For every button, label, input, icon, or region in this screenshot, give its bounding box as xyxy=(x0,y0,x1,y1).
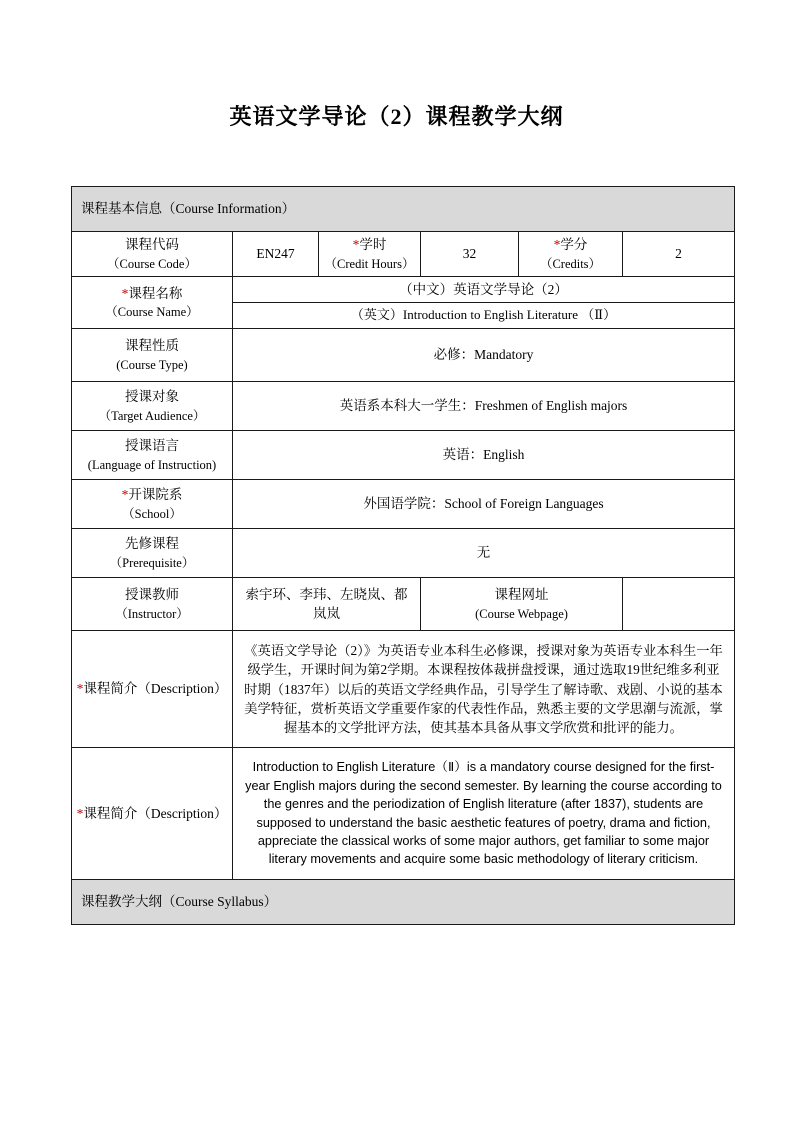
table-row-description-cn xyxy=(72,631,735,748)
table-row-course-type xyxy=(72,329,735,382)
value-instructor: 索宇环、李玮、左晓岚、都岚岚 xyxy=(233,578,421,631)
table-row-instructor xyxy=(72,578,735,631)
label-school-en: （School） xyxy=(122,506,182,521)
label-language-of-instruction-en: (Language of Instruction) xyxy=(87,457,217,472)
label-course-code-cn: 课程代码 xyxy=(125,237,179,252)
table-row-description-en xyxy=(72,748,735,879)
label-credit-hours-en: （Credit Hours） xyxy=(324,256,415,271)
course-information-table xyxy=(71,186,735,925)
label-credits-en: （Credits） xyxy=(539,256,602,271)
label-school-cn xyxy=(76,485,228,505)
label-target-audience-en: （Target Audience） xyxy=(98,408,206,423)
label-description-cn xyxy=(72,631,233,748)
value-description-cn: 《英语文学导论（2）》为英语专业本科生必修课，授课对象为英语专业本科生一年级学生，开课时间为第2学期。本课程按体裁拼盘授课，通过选取19世纪维多利亚时期（1837年）以后的英语文学经典作品，引导学生了解诗歌、戏剧、小说的基本美学特征，赏析英语文学重要作家的代表性作品，熟悉主要的文学思潮与流派，掌握基本的文学批评方法，使其基本具备从事文学欣赏和批评的能力。 xyxy=(233,631,735,748)
label-prerequisite-en: （Prerequisite） xyxy=(109,555,195,570)
required-marker-school: * xyxy=(121,487,129,503)
label-target-audience-cn: 授课对象 xyxy=(125,389,179,405)
value-language-of-instruction: 英语：English xyxy=(233,431,735,480)
label-course-code xyxy=(72,232,233,277)
label-language-of-instruction xyxy=(72,431,233,480)
value-school: 外国语学院：School of Foreign Languages xyxy=(233,480,735,529)
label-course-name-text: 课程名称 xyxy=(128,285,183,301)
label-credit-hours-cn xyxy=(323,235,416,255)
label-credit-hours-text: 学时 xyxy=(359,237,387,252)
value-credit-hours: 32 xyxy=(421,232,519,277)
value-course-name-en: （英文）Introduction to English Literature （Ⅱ） xyxy=(233,303,735,329)
value-credits: 2 xyxy=(623,232,735,277)
label-course-name-en: （Course Name） xyxy=(105,305,199,320)
value-description-en: Introduction to English Literature（Ⅱ）is a mandatory course designed for the first-year English majors during the second semester. By learning the course according to the genres and the periodization of English literature (after 1837), students are supposed to understand the basic aesthetic features of poetry, drama and fiction, appreciate the classical works of some major authors, get familiar to some major literary movements and acquire some basic methodology of literary criticism. xyxy=(233,748,735,879)
label-credits xyxy=(519,232,623,277)
label-course-code-en: （Course Code） xyxy=(107,256,197,271)
label-instructor-en: （Instructor） xyxy=(115,606,189,621)
label-instructor-cn: 授课教师 xyxy=(125,587,179,603)
required-marker-course-name: * xyxy=(121,285,129,301)
value-target-audience: 英语系本科大一学生：Freshmen of English majors xyxy=(233,382,735,431)
value-course-name-cn: （中文）英语文学导论（2） xyxy=(233,276,735,303)
table-row-language xyxy=(72,431,735,480)
label-course-type-en: (Course Type) xyxy=(116,357,188,372)
label-credit-hours xyxy=(319,232,421,277)
label-school xyxy=(72,480,233,529)
table-row-school xyxy=(72,480,735,529)
table-row-section-footer xyxy=(72,879,735,924)
required-marker-description-en: * xyxy=(76,805,84,821)
required-marker-credits: * xyxy=(553,237,561,252)
label-course-name xyxy=(72,276,233,328)
label-instructor xyxy=(72,578,233,631)
label-course-name-cn xyxy=(76,284,228,304)
table-row-prerequisite xyxy=(72,529,735,578)
label-course-type xyxy=(72,329,233,382)
label-course-type-cn: 课程性质 xyxy=(125,338,179,354)
value-course-code: EN247 xyxy=(233,232,319,277)
label-target-audience xyxy=(72,382,233,431)
table-row-code-hours-credits xyxy=(72,232,735,277)
label-prerequisite xyxy=(72,529,233,578)
label-course-webpage-en: (Course Webpage) xyxy=(475,606,568,621)
label-credits-cn xyxy=(523,235,618,255)
label-credits-text: 学分 xyxy=(560,237,588,252)
label-prerequisite-cn: 先修课程 xyxy=(125,536,179,552)
required-marker-description-cn: * xyxy=(76,681,84,697)
table-row-target-audience xyxy=(72,382,735,431)
label-course-webpage-cn: 课程网址 xyxy=(494,587,549,603)
table-row-section-header xyxy=(72,187,735,232)
label-course-webpage xyxy=(421,578,623,631)
section-header-course-syllabus: 课程教学大纲（Course Syllabus） xyxy=(72,879,735,924)
label-description-en-text: 课程简介（Description） xyxy=(83,805,228,821)
value-course-type: 必修：Mandatory xyxy=(233,329,735,382)
value-prerequisite: 无 xyxy=(233,529,735,578)
section-header-course-information: 课程基本信息（Course Information） xyxy=(72,187,735,232)
label-language-of-instruction-cn: 授课语言 xyxy=(125,438,179,454)
label-description-en xyxy=(72,748,233,879)
label-school-text: 开课院系 xyxy=(128,487,183,503)
table-row-course-name-cn xyxy=(72,276,735,303)
page-title: 英语文学导论（2）课程教学大纲 xyxy=(229,104,564,129)
value-course-webpage xyxy=(623,578,735,631)
required-marker-credit-hours: * xyxy=(352,237,360,252)
label-description-cn-text: 课程简介（Description） xyxy=(83,681,228,697)
